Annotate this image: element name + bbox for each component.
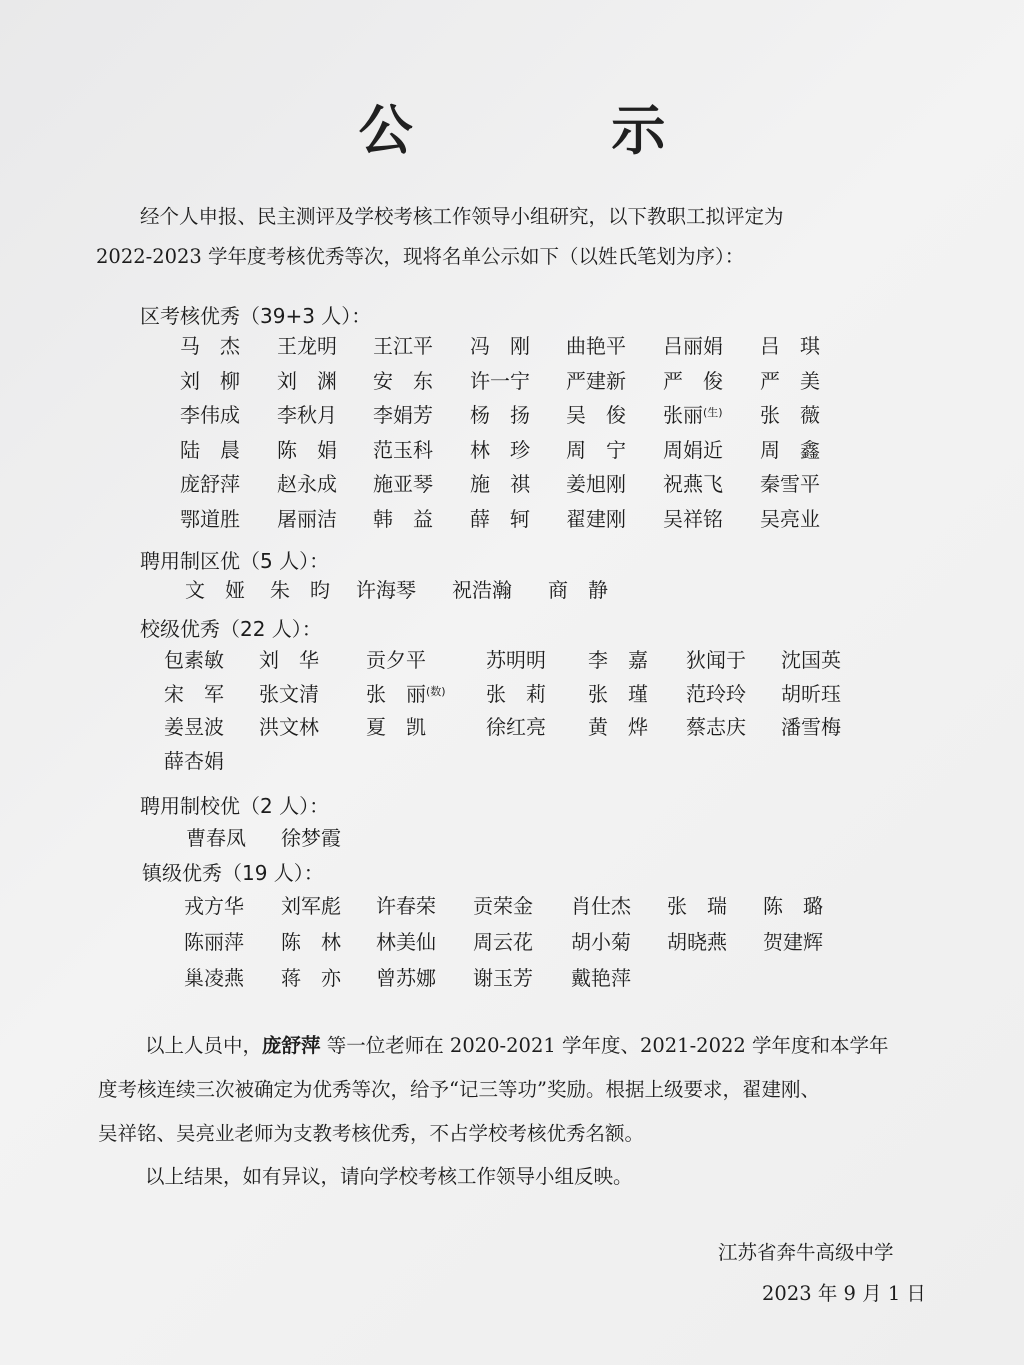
name-entry: 曹春凤	[186, 826, 246, 850]
name-entry: 张文清	[259, 681, 319, 706]
name-entry: 王龙明	[277, 334, 337, 358]
name-entry: 贡夕平	[366, 648, 426, 672]
name-entry: 巢凌燕	[184, 966, 244, 990]
name-entry: 胡昕珏	[781, 681, 841, 706]
name-entry: 蒋 亦	[281, 966, 341, 990]
name-entry: 宋 军	[164, 681, 224, 706]
name-entry: 范玉科	[373, 437, 433, 462]
name-entry: 翟建刚	[566, 506, 626, 531]
signature-organization: 江苏省奔牛高级中学	[718, 1241, 894, 1264]
name-entry: 沈国英	[781, 648, 841, 672]
name-entry: 屠丽洁	[277, 506, 337, 531]
name-entry: 陈丽萍	[184, 930, 244, 954]
name-entry: 林 珍	[470, 437, 530, 462]
name-entry: 贡荣金	[473, 894, 533, 918]
name-entry: 苏明明	[486, 648, 546, 672]
name-entry: 李 嘉	[588, 648, 648, 672]
name-entry: 张 丽$^{(数)}$	[366, 681, 446, 706]
name-entry: 许海琴	[356, 578, 416, 602]
name-entry: 许一宁	[470, 368, 530, 393]
name-entry: 薛杏娟	[164, 748, 224, 773]
name-entry: 朱 昀	[270, 578, 330, 602]
name-entry: 王江平	[373, 334, 433, 358]
name-entry: 肖仕杰	[571, 894, 631, 918]
name-entry: 夏 凯	[366, 715, 426, 739]
name-entry: 李伟成	[180, 403, 240, 427]
name-entry: 施亚琴	[373, 472, 433, 496]
name-entry: 贺建辉	[763, 930, 823, 954]
name-entry: 马 杰	[180, 334, 240, 358]
highlighted-name: 庞舒萍	[262, 1034, 321, 1057]
name-entry: 周云花	[473, 930, 533, 954]
name-entry: 包素敏	[164, 648, 224, 672]
name-entry: 刘 渊	[277, 368, 337, 393]
name-entry: 陈 娟	[277, 437, 337, 462]
name-entry: 黄 烨	[588, 715, 648, 739]
name-entry: 商 静	[548, 578, 608, 602]
name-entry: 吴祥铭	[663, 506, 723, 531]
section-heading: 镇级优秀（19 人）：	[142, 861, 324, 885]
name-entry: 张 莉	[486, 681, 546, 706]
signature-date: 2023 年 9 月 1 日	[762, 1282, 926, 1305]
name-entry: 祝燕飞	[663, 472, 723, 496]
name-entry: 吴亮业	[760, 506, 820, 531]
name-entry: 周娟近	[663, 437, 723, 462]
name-entry: 严 俊	[663, 368, 723, 393]
name-entry: 姜昱波	[164, 715, 224, 739]
name-entry: 安 东	[373, 368, 433, 393]
name-entry: 刘军彪	[281, 894, 341, 918]
name-entry: 秦雪平	[760, 472, 820, 496]
name-entry: 张丽$^{(生)}$	[663, 403, 723, 427]
name-entry: 潘雪梅	[781, 715, 841, 739]
name-entry: 范玲玲	[686, 681, 746, 706]
name-entry: 李娟芳	[373, 403, 433, 427]
name-entry: 赵永成	[277, 472, 337, 496]
name-entry: 狄闻于	[686, 648, 746, 672]
name-entry: 刘 柳	[180, 368, 240, 393]
name-entry: 陆 晨	[180, 437, 240, 462]
section-heading: 聘用制区优（5 人）：	[140, 549, 330, 573]
name-entry: 严建新	[566, 368, 626, 393]
name-entry: 严 美	[760, 368, 820, 393]
name-entry: 周 宁	[566, 437, 626, 462]
name-entry: 吕 琪	[760, 334, 820, 358]
closing-paragraph-line-2: 度考核连续三次被确定为优秀等次，给予“记三等功”奖励。根据上级要求，翟建刚、	[98, 1078, 820, 1101]
name-entry: 吕丽娟	[663, 334, 723, 358]
name-entry: 李秋月	[277, 403, 337, 427]
name-entry: 施 祺	[470, 472, 530, 496]
section-heading: 聘用制校优（2 人）：	[140, 794, 330, 818]
name-entry: 陈 林	[281, 930, 341, 954]
name-entry: 戎方华	[184, 894, 244, 918]
closing-paragraph-2: 以上结果，如有异议，请向学校考核工作领导小组反映。	[145, 1165, 633, 1188]
name-entry: 吴 俊	[566, 403, 626, 427]
name-note: (数)	[426, 684, 446, 698]
name-entry: 胡小菊	[571, 930, 631, 954]
name-entry: 曲艳平	[566, 334, 626, 358]
name-entry: 蔡志庆	[686, 715, 746, 739]
closing-paragraph-line-3: 吴祥铭、吴亮业老师为支教考核优秀，不占学校考核优秀名额。	[98, 1122, 645, 1145]
page-title: 公 示	[358, 99, 756, 162]
name-entry: 张 薇	[760, 403, 820, 427]
name-entry: 林美仙	[376, 930, 436, 954]
name-entry: 戴艳萍	[571, 966, 631, 990]
closing-paragraph-line-1: 以上人员中，庞舒萍 等一位老师在 2020-2021 学年度、2021-2022 学年度和本学年	[145, 1034, 889, 1057]
name-entry: 张 瑞	[667, 894, 727, 918]
name-entry: 胡晓燕	[667, 930, 727, 954]
name-entry: 徐红亮	[486, 715, 546, 739]
name-entry: 周 鑫	[760, 437, 820, 462]
intro-line-2: 2022-2023 学年度考核优秀等次，现将名单公示如下（以姓氏笔划为序）：	[96, 245, 745, 268]
name-entry: 薛 轲	[470, 506, 530, 531]
name-entry: 鄂道胜	[180, 506, 240, 531]
name-entry: 陈 璐	[763, 894, 823, 918]
intro-line-1: 经个人申报、民主测评及学校考核工作领导小组研究，以下教职工拟评定为	[140, 205, 784, 228]
name-entry: 刘 华	[259, 648, 319, 672]
name-entry: 文 娅	[185, 578, 245, 602]
section-heading: 区考核优秀（39+3 人）：	[140, 304, 372, 328]
name-entry: 韩 益	[373, 506, 433, 531]
name-entry: 曾苏娜	[376, 966, 436, 990]
name-entry: 徐梦霞	[281, 826, 341, 850]
name-entry: 祝浩瀚	[452, 578, 512, 602]
name-entry: 张 瑾	[588, 681, 648, 706]
name-entry: 姜旭刚	[566, 472, 626, 496]
name-entry: 冯 刚	[470, 334, 530, 358]
name-entry: 庞舒萍	[180, 472, 240, 496]
section-heading: 校级优秀（22 人）：	[140, 617, 322, 641]
name-entry: 谢玉芳	[473, 966, 533, 990]
name-entry: 洪文林	[259, 715, 319, 739]
name-note: (生)	[703, 406, 723, 419]
name-entry: 许春荣	[376, 894, 436, 918]
name-entry: 杨 扬	[470, 403, 530, 427]
